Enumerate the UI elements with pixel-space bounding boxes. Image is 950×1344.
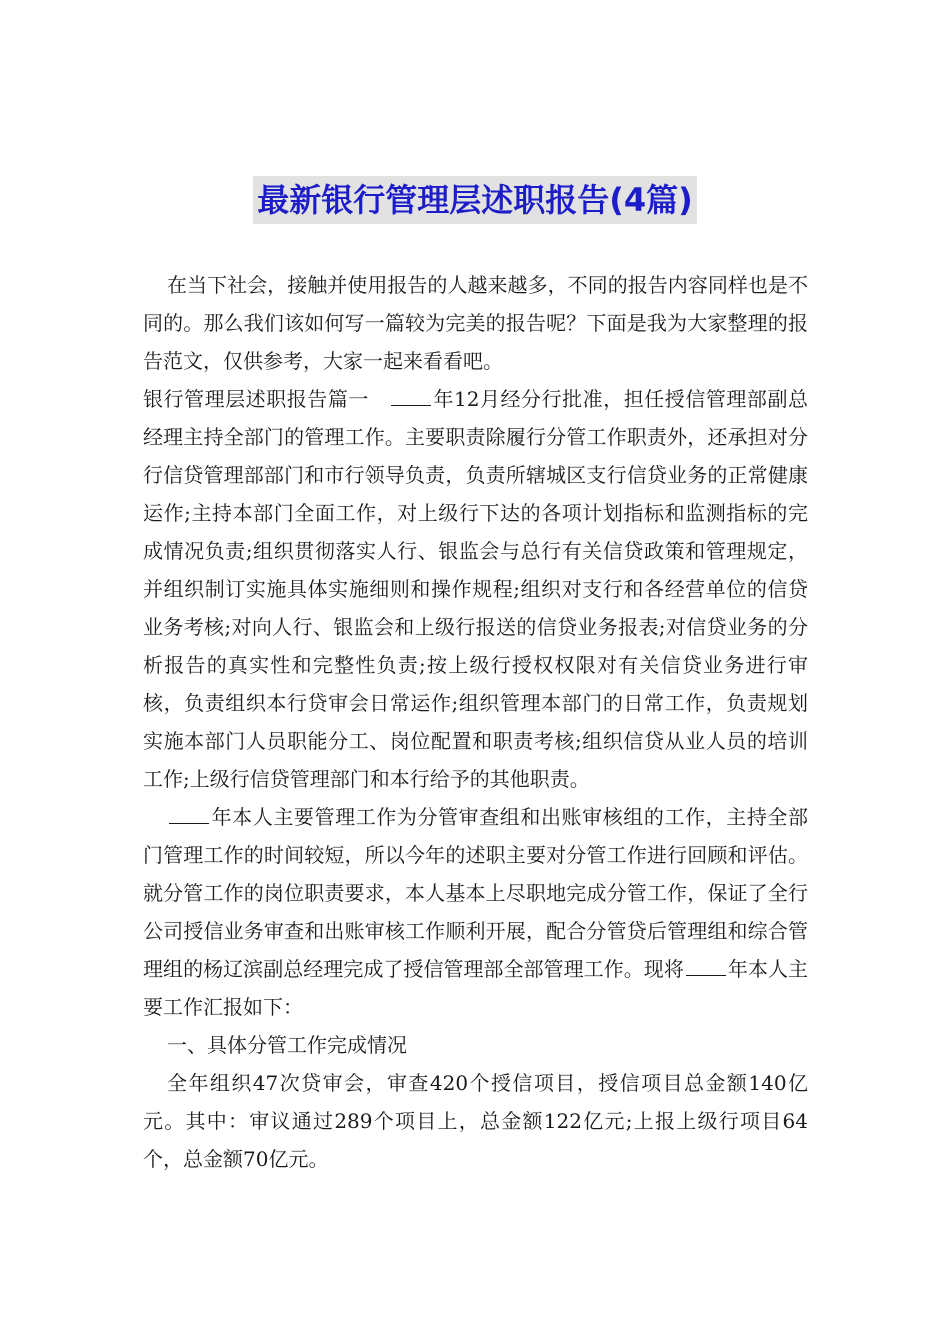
title-area [0, 176, 950, 224]
subheading: 一、具体分管工作完成情况 [167, 1033, 407, 1057]
paragraph-3: 全年组织47次贷审会，审查420个授信项目，授信项目总金额140亿元。其中：审议通过289个项目上，总金额122亿元;上报上级行项目64个，总金额70亿元。 [143, 1071, 808, 1171]
year-blank [169, 801, 209, 824]
document-title: 最新银行管理层述职报告(4篇) [253, 176, 697, 224]
paragraph-2 [143, 798, 808, 1026]
section-heading: 银行管理层述职报告篇一 [143, 387, 369, 411]
paragraph-1-text: 年12月经分行批准，担任授信管理部副总经理主持全部门的管理工作。主要职责除履行分管工作职责外，还承担对分行信贷管理部部门和市行领导负责，负责所辖城区支行信贷业务的正常健康运作;主持本部门全面工作，对上级行下达的各项计划指标和监测指标的完成情况负责;组织贯彻落实人行、银监会与总行有关信贷政策和管理规定，并组织制订实施具体实施细则和操作规程;组织对支行和各经营单位的信贷业务考核;对向人行、银监会和上级行报送的信贷业务报表;对信贷业务的分析报告的真实性和完整性负责;按上级行授权权限对有关信贷业务进行审核，负责组织本行贷审会日常运作;组织管理本部门的日常工作，负责规划实施本部门人员职能分工、岗位配置和职责考核;组织信贷从业人员的培训工作;上级行信贷管理部门和本行给予的其他职责。 [143, 387, 809, 791]
paragraph-2-tail: 年本人主要工作汇报如下： [143, 957, 809, 1019]
paragraph-2-text: 年本人主要管理工作为分管审查组和出账审核组的工作，主持全部门管理工作的时间较短，所以今年的述职主要对分管工作进行回顾和评估。就分管工作的岗位职责要求，本人基本上尽职地完成分管工作，保证了全行公司授信业务审查和出账审核工作顺利开展，配合分管贷后管理组和综合管理组的杨辽滨副总经理完成了授信管理部全部管理工作。现将 [143, 805, 808, 981]
document-body [143, 266, 808, 1178]
intro-paragraph: 在当下社会，接触并使用报告的人越来越多，不同的报告内容同样也是不同的。那么我们该如何写一篇较为完美的报告呢？下面是我为大家整理的报告范文，仅供参考，大家一起来看看吧。 [143, 273, 808, 373]
year-blank [686, 953, 726, 976]
section-paragraph-1 [143, 380, 808, 798]
year-blank [391, 383, 431, 406]
